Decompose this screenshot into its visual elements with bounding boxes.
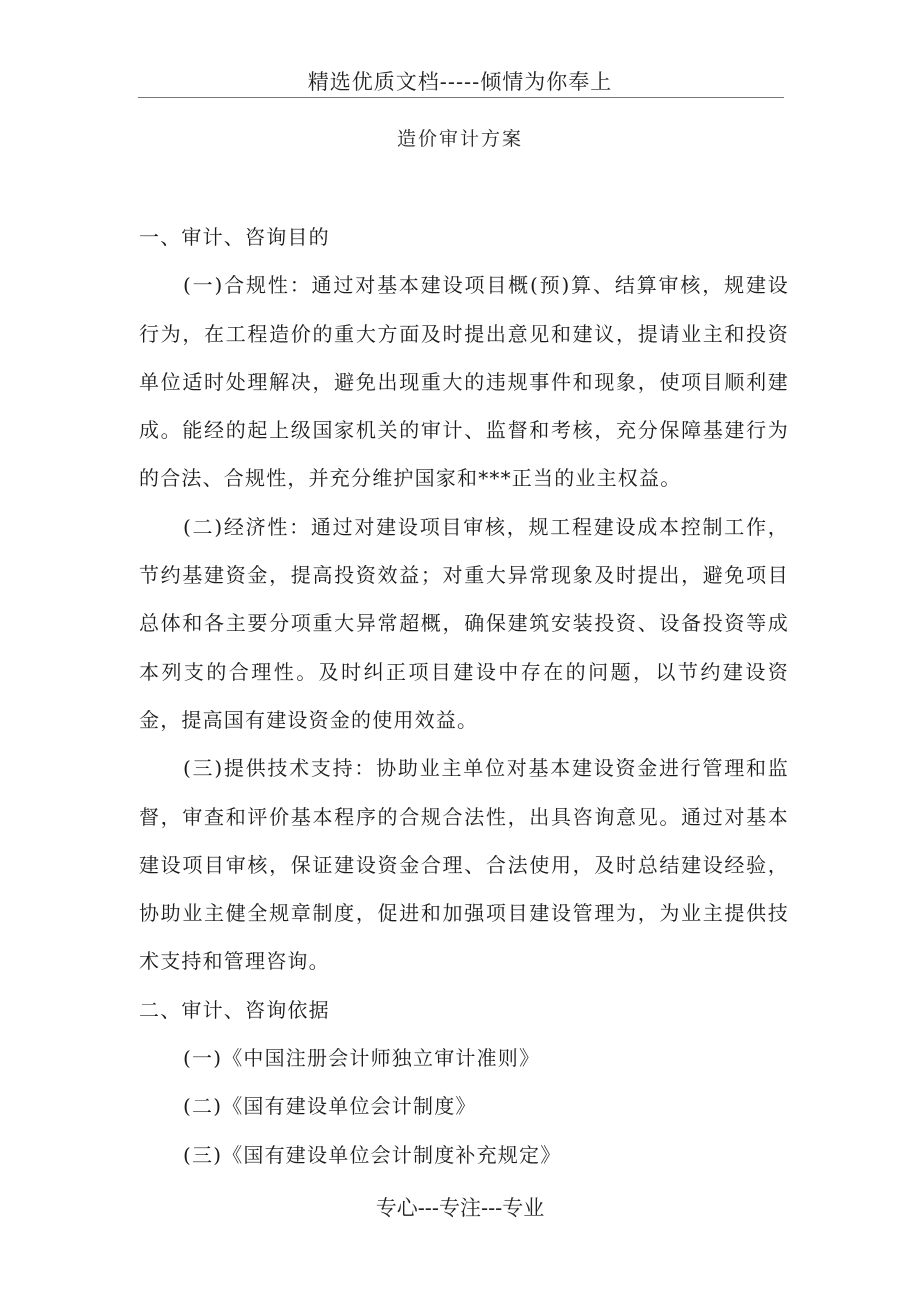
page-footer: 专心---专注---专业 [375, 1196, 545, 1220]
list-item: (二)《国有建设单位会计制度》 [183, 1094, 477, 1119]
list-item: (三)《国有建设单位会计制度补充规定》 [183, 1142, 562, 1167]
document-body [139, 213, 789, 1179]
document-title: 造价审计方案 [396, 128, 523, 150]
body-paragraph: (三)提供技术支持：协助业主单位对基本建设资金进行管理和监督，审查和评价基本程序的合规合法性，出具咨询意见。通过对基本建设项目审核，保证建设资金合理、合法使用，及时总结建设经验，协助业主健全规章制度，促进和加强项目建设管理为，为业主提供技术支持和管理咨询。 [139, 756, 789, 974]
section-heading: 二、审计、咨询依据 [139, 997, 330, 1022]
header-divider [138, 97, 784, 98]
body-paragraph: (一)合规性：通过对基本建设项目概(预)算、结算审核，规建设行为，在工程造价的重大方面及时提出意见和建议，提请业主和投资单位适时处理解决，避免出现重大的违规事件和现象，使项目顺利建成。能经的起上级国家机关的审计、监督和考核，充分保障基建行为的合法、合规性，并充分维护国家和***正当的业主权益。 [139, 273, 789, 491]
page-header: 精选优质文档-----倾情为你奉上 [307, 70, 613, 94]
section-heading: 一、审计、咨询目的 [139, 225, 330, 249]
body-paragraph: (二)经济性：通过对建设项目审核，规工程建设成本控制工作，节约基建资金，提高投资效益；对重大异常现象及时提出，避免项目总体和各主要分项重大异常超概，确保建筑安装投资、设备投资等成本列支的合理性。及时纠正项目建设中存在的问题，以节约建设资金，提高国有建设资金的使用效益。 [139, 514, 789, 732]
list-item: (一)《中国注册会计师独立审计准则》 [183, 1046, 541, 1071]
